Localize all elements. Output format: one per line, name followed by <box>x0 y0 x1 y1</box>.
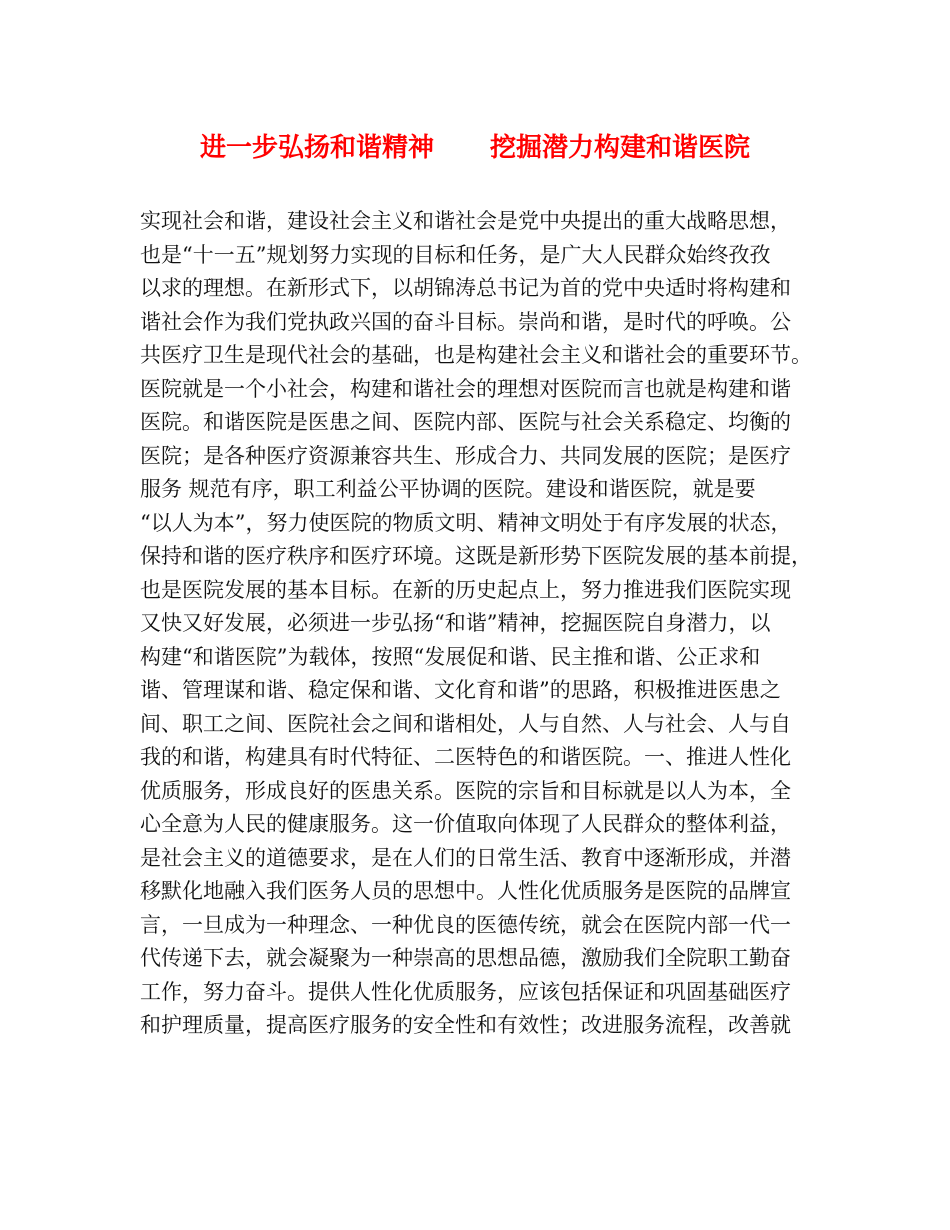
body-line: 和护理质量，提高医疗服务的安全性和有效性；改进服务流程，改善就 <box>140 1013 791 1037</box>
body-line: “以人为本”，努力使医院的物质文明、精神文明处于有序发展的状态， <box>140 510 792 535</box>
title-part-1: 进一步弘扬和谐精神 <box>199 133 434 163</box>
body-line: 优质服务，形成良好的医患关系。医院的宗旨和目标就是以人为本，全 <box>140 778 791 803</box>
body-line: 服务 规范有序，职工利益公平协调的医院。建设和谐医院，就是要 <box>140 477 756 501</box>
document-title <box>0 130 950 166</box>
body-line: 实现社会和谐，建设社会主义和谐社会是党中央提出的重大战略思想， <box>140 209 791 233</box>
body-line: 也是“十一五”规划努力实现的目标和任务，是广大人民群众始终孜孜 <box>140 242 771 267</box>
body-line: 共医疗卫生是现代社会的基础，也是构建社会主义和谐社会的重要环节。 <box>140 343 812 367</box>
body-line: 我的和谐，构建具有时代特征、二医特色的和谐医院。一、推进人性化 <box>140 745 791 769</box>
body-line: 间、职工之间、医院社会之间和谐相处，人与自然、人与社会、人与自 <box>140 711 791 736</box>
body-line: 代传递下去，就会凝聚为一种崇高的思想品德，激励我们全院职工勤奋 <box>140 946 791 970</box>
body-line: 言，一旦成为一种理念、一种优良的医德传统，就会在医院内部一代一 <box>140 912 791 937</box>
body-line: 移默化地融入我们医务人员的思想中。人性化优质服务是医院的品牌宣 <box>140 879 791 903</box>
title-part-2: 挖掘潜力构建和谐医院 <box>490 133 751 163</box>
document-body <box>140 205 830 1043</box>
body-line: 又快又好发展，必须进一步弘扬“和谐”精神，挖掘医院自身潜力，以 <box>140 611 771 635</box>
body-line: 工作，努力奋斗。提供人性化优质服务，应该包括保证和巩固基础医疗 <box>140 979 791 1004</box>
body-line: 是社会主义的道德要求，是在人们的日常生活、教育中逐渐形成，并潜 <box>140 845 791 870</box>
body-line: 医院；是各种医疗资源兼容共生、形成合力、共同发展的医院；是医疗 <box>140 443 791 468</box>
body-line: 医院。和谐医院是医患之间、医院内部、医院与社会关系稳定、均衡的 <box>140 410 791 434</box>
body-line: 医院就是一个小社会，构建和谐社会的理想对医院而言也就是构建和谐 <box>140 376 791 401</box>
body-line: 保持和谐的医疗秩序和医疗环境。这既是新形势下医院发展的基本前提， <box>140 544 812 568</box>
body-line: 构建“和谐医院”为载体，按照“发展促和谐、民主推和谐、公正求和 <box>140 644 761 669</box>
body-line: 心全意为人民的健康服务。这一价值取向体现了人民群众的整体利益， <box>140 812 791 836</box>
body-line: 谐、管理谋和谐、稳定保和谐、文化育和谐”的思路，积极推进医患之 <box>140 678 781 702</box>
body-line: 也是医院发展的基本目标。在新的历史起点上，努力推进我们医院实现 <box>140 577 791 602</box>
body-line: 谐社会作为我们党执政兴国的奋斗目标。崇尚和谐，是时代的呼唤。公 <box>140 309 791 334</box>
body-line: 以求的理想。在新形式下，以胡锦涛总书记为首的党中央适时将构建和 <box>140 276 791 300</box>
